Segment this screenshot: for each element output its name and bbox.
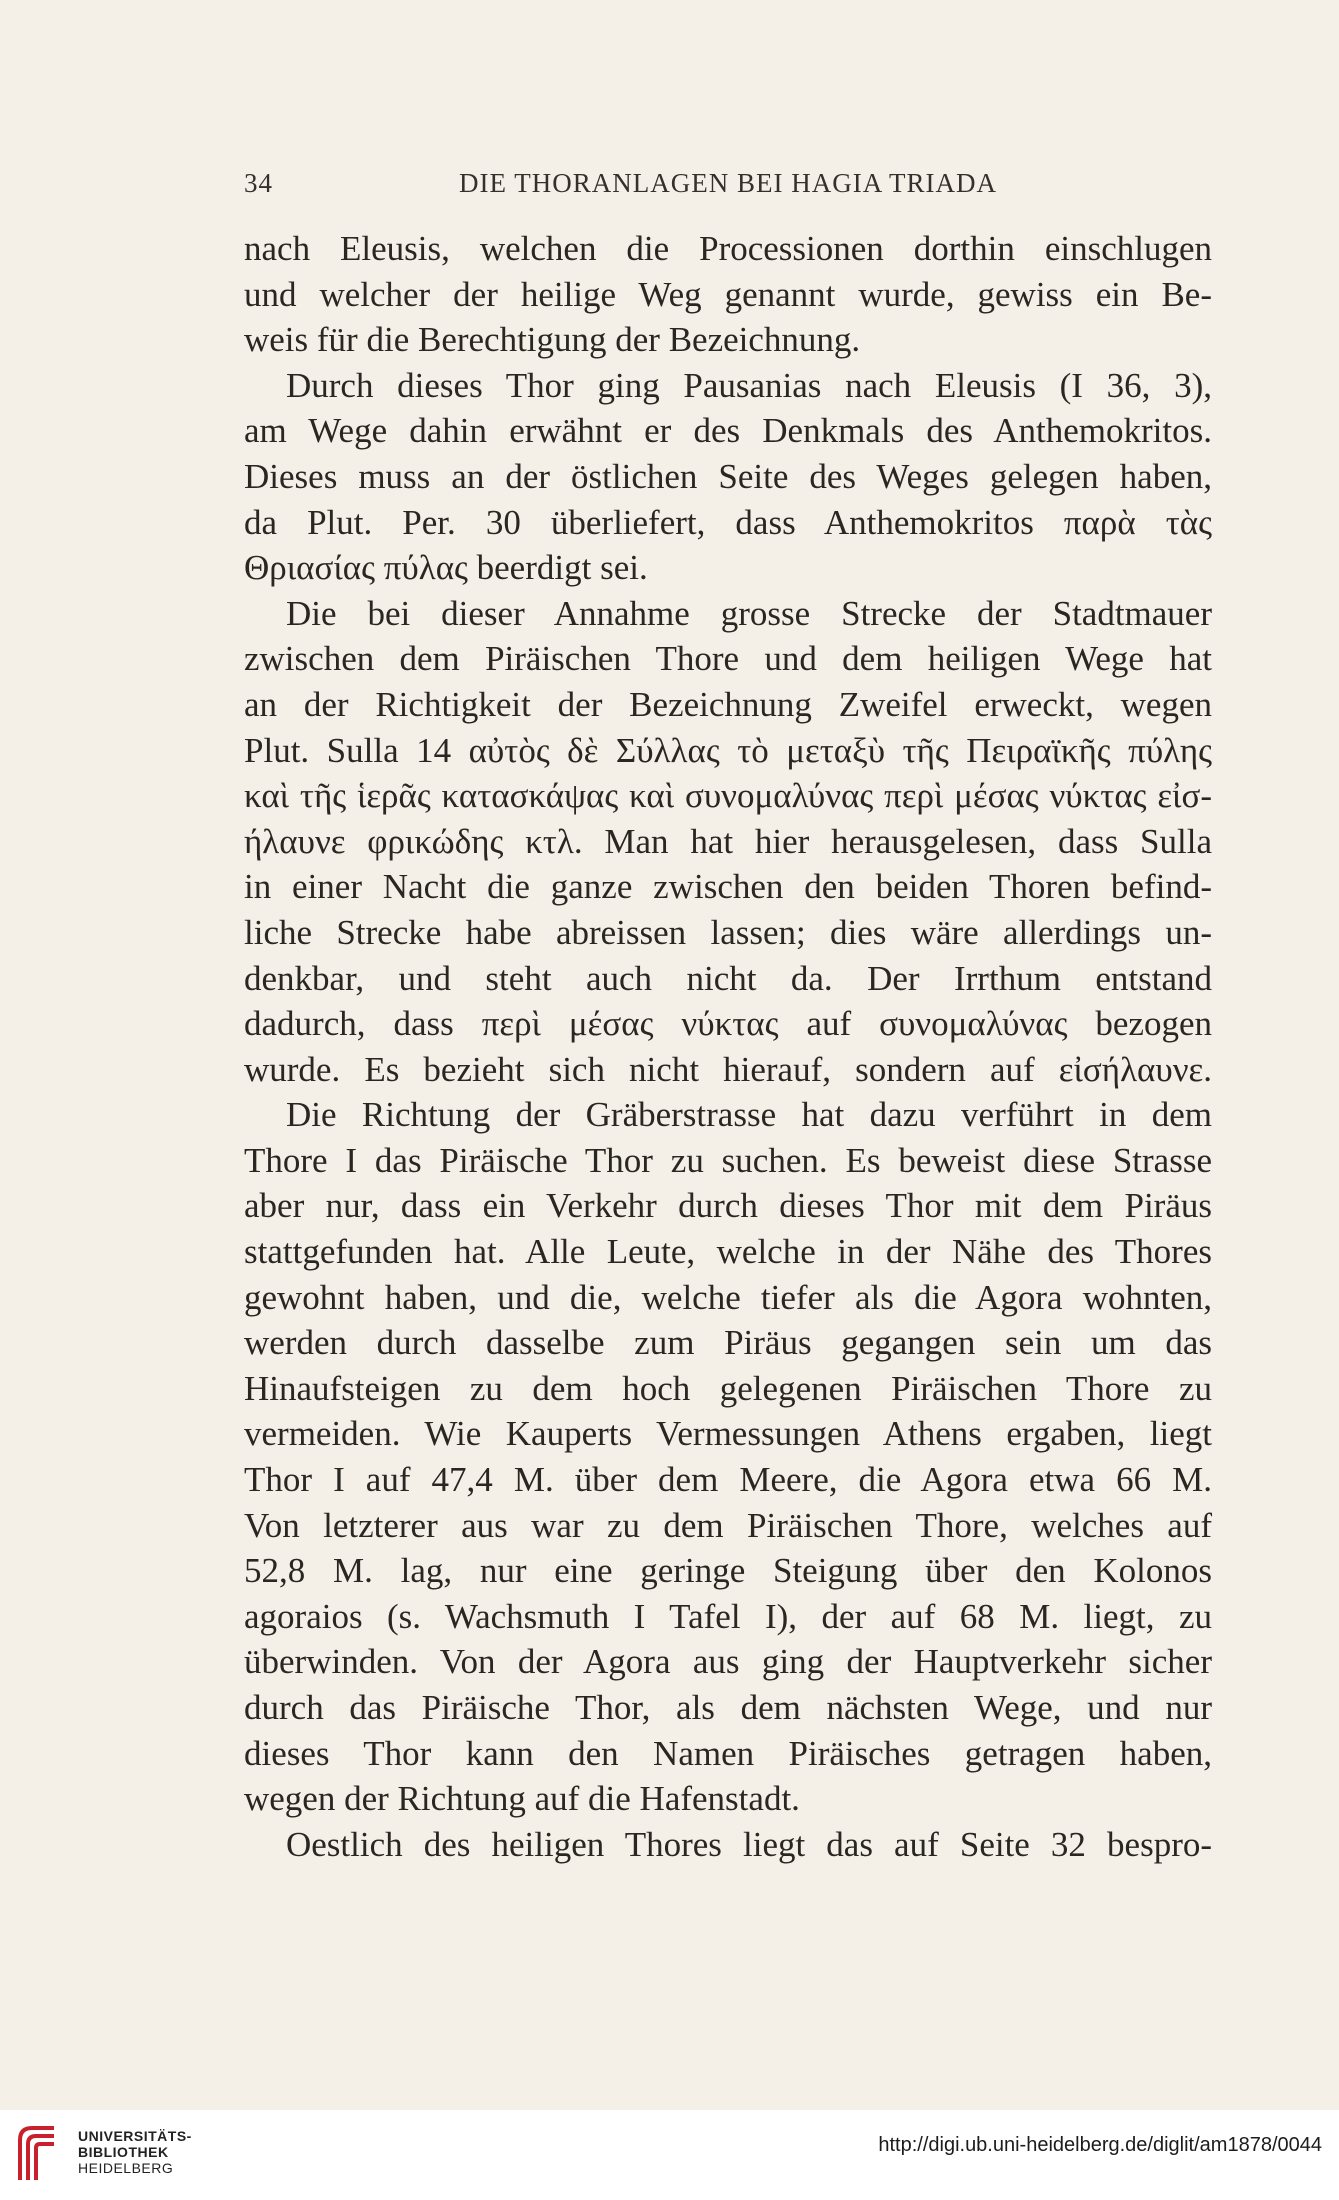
- text-line: und welcher der heilige Weg genannt wurde, gewiss ein Be-: [244, 274, 1212, 314]
- text-line: Plut. Sulla 14 αὐτὸς δὲ Σύλλας τὸ μεταξὺ τῆς Πειραϊκῆς πύλης: [244, 730, 1212, 770]
- text-line: Θριασίας πύλας beerdigt sei.: [244, 548, 648, 588]
- running-title: DIE THORANLAGEN BEI HAGIA TRIADA: [459, 168, 997, 198]
- text-line: Oestlich des heiligen Thores liegt das auf Seite 32 bespro-: [286, 1824, 1212, 1864]
- text-line: wurde. Es bezieht sich nicht hierauf, sondern auf εἰσήλαυνε.: [244, 1049, 1212, 1089]
- text-line: weis für die Berechtigung der Bezeichnung.: [244, 320, 861, 360]
- body-text: [244, 226, 1212, 1867]
- library-name-line: HEIDELBERG: [78, 2160, 174, 2176]
- text-line: Thor I auf 47,4 M. über dem Meere, die Agora etwa 66 M.: [244, 1460, 1212, 1500]
- text-line: Von letzterer aus war zu dem Piräischen Thore, welches auf: [244, 1505, 1212, 1545]
- page-number: 34: [244, 168, 273, 198]
- text-line: ήλαυνε φρικώδης κτλ. Man hat hier herausgelesen, dass Sulla: [244, 821, 1212, 861]
- text-line: 52,8 M. lag, nur eine geringe Steigung über den Kolonos: [244, 1551, 1212, 1591]
- text-line: denkbar, und steht auch nicht da. Der Irrthum entstand: [244, 958, 1212, 998]
- text-line: wegen der Richtung auf die Hafenstadt.: [244, 1779, 800, 1819]
- text-line: werden durch dasselbe zum Piräus gegangen sein um das: [244, 1323, 1212, 1363]
- text-line: Hinaufsteigen zu dem hoch gelegenen Piräischen Thore zu: [244, 1368, 1212, 1408]
- text-line: an der Richtigkeit der Bezeichnung Zweifel erweckt, wegen: [244, 684, 1212, 724]
- text-line: Die Richtung der Gräberstrasse hat dazu verführt in dem: [286, 1095, 1212, 1135]
- digitization-footer: [0, 2110, 1339, 2200]
- text-line: Dieses muss an der östlichen Seite des Weges gelegen haben,: [244, 456, 1212, 496]
- text-line: καὶ τῆς ἱερᾶς κατασκάψας καὶ συνομαλύνας περὶ μέσας νύκτας εἰσ-: [244, 776, 1212, 816]
- text-line: Thore I das Piräische Thor zu suchen. Es beweist diese Strasse: [244, 1140, 1212, 1180]
- library-name: [78, 2128, 192, 2176]
- text-line: nach Eleusis, welchen die Processionen dorthin einschlugen: [244, 229, 1212, 268]
- text-line: am Wege dahin erwähnt er des Denkmals des Anthemokritos.: [244, 411, 1212, 451]
- library-name-line: UNIVERSITÄTS-: [78, 2128, 192, 2144]
- text-line: da Plut. Per. 30 überliefert, dass Anthemokritos παρὰ τὰς: [244, 502, 1212, 542]
- text-line: stattgefunden hat. Alle Leute, welche in der Nähe des Thores: [244, 1232, 1212, 1272]
- text-line: vermeiden. Wie Kauperts Vermessungen Athens ergaben, liegt: [244, 1414, 1212, 1454]
- page-header: [244, 168, 1212, 208]
- text-line: gewohnt haben, und die, welche tiefer als die Agora wohnten,: [244, 1277, 1212, 1317]
- text-line: liche Strecke habe abreissen lassen; dies wäre allerdings un-: [244, 912, 1212, 952]
- text-line: agoraios (s. Wachsmuth I Tafel I), der auf 68 M. liegt, zu: [244, 1596, 1212, 1636]
- permalink-url[interactable]: http://digi.ub.uni-heidelberg.de/diglit/am1878/0044: [878, 2134, 1322, 2156]
- heidelberg-library-logo-icon: [14, 2120, 60, 2184]
- text-line: aber nur, dass ein Verkehr durch dieses Thor mit dem Piräus: [244, 1186, 1212, 1226]
- library-name-line: BIBLIOTHEK: [78, 2144, 169, 2160]
- text-line: durch das Piräische Thor, als dem nächsten Wege, und nur: [244, 1688, 1212, 1727]
- text-line: Durch dieses Thor ging Pausanias nach Eleusis (I 36, 3),: [286, 365, 1212, 405]
- text-line: in einer Nacht die ganze zwischen den beiden Thoren befind-: [244, 867, 1212, 907]
- text-line: Die bei dieser Annahme grosse Strecke der Stadtmauer: [286, 593, 1212, 633]
- text-line: überwinden. Von der Agora aus ging der Hauptverkehr sicher: [244, 1642, 1212, 1682]
- text-line: zwischen dem Piräischen Thore und dem heiligen Wege hat: [244, 639, 1212, 679]
- text-line: dieses Thor kann den Namen Piräisches getragen haben,: [244, 1733, 1212, 1773]
- text-line: dadurch, dass περὶ μέσας νύκτας auf συνομαλύνας bezogen: [244, 1004, 1212, 1044]
